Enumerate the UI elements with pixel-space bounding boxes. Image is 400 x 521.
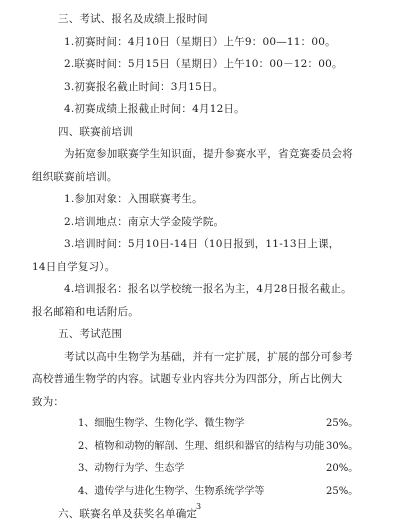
exam-part-2-percent: 30%。 <box>326 440 359 452</box>
section-3-heading: 三、考试、报名及成绩上报时间 <box>58 13 208 25</box>
section-4-item-4-line-1: 4.培训报名：报名以学校统一报名为主，4月28日报名截止。 <box>64 283 352 295</box>
section-6-heading: 六、联赛名单及获奖名单确定 <box>58 508 198 520</box>
section-3-item-2: 2.联赛时间：5月15日（星期日）上午10：00－12：00。 <box>64 58 343 70</box>
section-5-intro-line-2: 高校普通生物学的内容。试题专业内容共分为四部分，所占比例大 <box>32 373 343 385</box>
section-3-item-1: 1.初赛时间：4月10日（星期日）上午9：00—11：00。 <box>64 35 336 48</box>
section-4-item-3-line-2: 14日自学复习）。 <box>32 260 116 273</box>
section-4-item-4-line-2: 报名邮箱和电话附后。 <box>32 305 139 318</box>
exam-part-4-text: 4、遗传学与进化生物学、生物系统学学等 <box>78 485 265 497</box>
section-4-item-3-line-1: 3.培训时间：5月10日-14日（10日报到，11-13日上课， <box>64 238 340 250</box>
page-number: 3 <box>196 502 202 511</box>
exam-part-3-percent: 20%。 <box>326 463 359 474</box>
section-5-intro-line-1: 考试以高中生物学为基础，并有一定扩展，扩展的部分可参考 <box>64 350 353 363</box>
section-4-item-1: 1.参加对象：入围联赛考生。 <box>64 193 203 205</box>
exam-part-2-text: 2、植物和动物的解剖、生理、组织和器官的结构与功能 <box>78 440 325 452</box>
exam-part-4-percent: 25%。 <box>326 485 359 497</box>
exam-part-1-text: 1、细胞生物学、生物化学、微生物学 <box>78 418 245 429</box>
section-4-intro-line-2: 组织联赛前培训。 <box>32 170 118 183</box>
exam-part-3-text: 3、动物行为学、生态学 <box>78 463 185 474</box>
section-5-intro-line-3: 致为： <box>32 395 65 408</box>
section-4-intro-line-1: 为拓宽参加联赛学生知识面，提升参赛水平，省竞赛委员会将 <box>64 148 353 160</box>
section-4-heading: 四、联赛前培训 <box>58 125 133 138</box>
section-3-item-3: 3.初赛报名截止时间：3月15日。 <box>64 80 224 93</box>
section-4-item-2: 2.培训地点：南京大学金陵学院。 <box>64 215 225 228</box>
section-5-heading: 五、考试范围 <box>58 328 123 340</box>
exam-part-1-percent: 25%。 <box>326 418 359 429</box>
section-3-item-4: 4.初赛成绩上报截止时间：4月12日。 <box>64 103 245 115</box>
